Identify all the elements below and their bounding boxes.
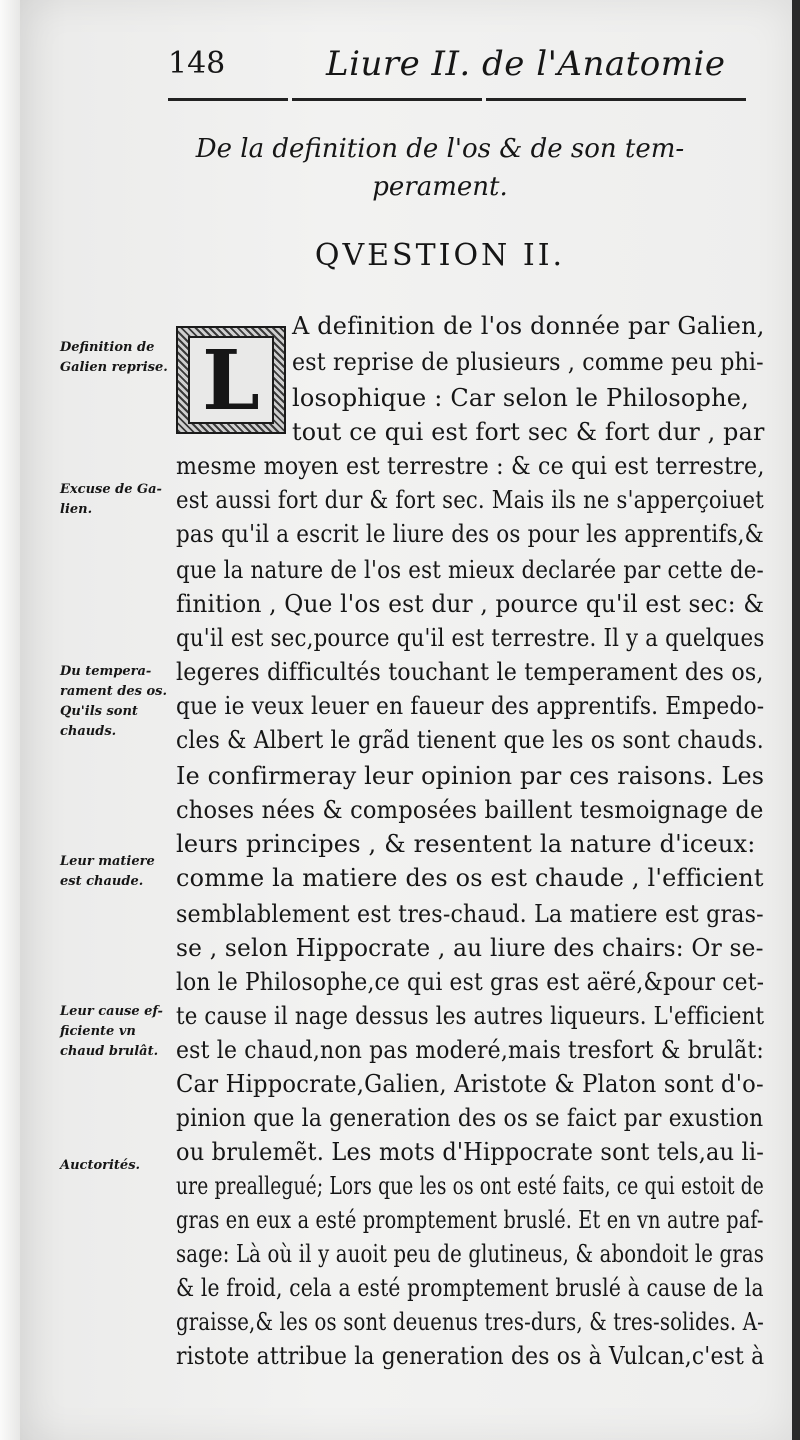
margin-note-line: Qu'ils sont <box>60 704 138 719</box>
margin-note <box>60 338 168 378</box>
body-line: leurs principes , & resentent la nature d'iceux: <box>176 830 756 858</box>
question-heading: QVESTION II. <box>314 238 566 273</box>
left-margin-edge <box>0 0 20 1440</box>
body-line: cles & Albert le grãd tienent que les os sont chauds. <box>176 726 764 754</box>
body-line: semblablement est tres-chaud. La matiere est gras- <box>176 900 764 928</box>
margin-note-line: Leur cause ef- <box>60 1004 163 1019</box>
body-line: lon le Philosophe,ce qui est gras est aëré,&pour cet- <box>176 968 765 996</box>
margin-note-line: chauds. <box>60 724 117 739</box>
page-header <box>168 40 758 90</box>
section-title <box>180 130 700 206</box>
margin-note-line: Auctorités. <box>60 1158 141 1173</box>
margin-note-line: chaud brulât. <box>60 1044 159 1059</box>
body-line: sage: Là où il y auoit peu de glutineus, & abondoit le gras <box>176 1240 765 1268</box>
body-line: & le froid, cela a esté promptement bruslé à cause de la <box>176 1274 764 1302</box>
body-line: choses nées & composées baillent tesmoignage de <box>176 796 764 824</box>
margin-note <box>60 1156 140 1176</box>
margin-note-line: Galien reprise. <box>60 360 168 375</box>
body-line: se , selon Hippocrate , au liure des chairs: Or se- <box>176 934 764 962</box>
body-line: A definition de l'os donnée par Galien, <box>292 312 765 340</box>
body-line: tout ce qui est fort sec & fort dur , par <box>292 418 765 446</box>
body-line: Ie confirmeray leur opinion par ces raisons. Les <box>176 762 765 790</box>
page-number: 148 <box>168 46 226 81</box>
body-line: ure preallegué; Lors que les os ont esté faits, ce qui estoit de <box>176 1172 764 1200</box>
margin-note-line: Excuse de Ga- <box>60 482 162 497</box>
margin-note <box>60 1002 163 1062</box>
page-edge-shadow <box>792 0 800 1440</box>
header-rule-2 <box>292 98 482 101</box>
margin-note-line: Leur matiere <box>60 854 155 869</box>
body-line: pinion que la generation des os se faict par exustion <box>176 1104 764 1132</box>
body-line: est le chaud,non pas moderé,mais tresfort & brulãt: <box>176 1036 764 1064</box>
body-line: que la nature de l'os est mieux declarée par cette de- <box>176 556 764 584</box>
body-line: est reprise de plusieurs , comme peu phi- <box>292 348 764 376</box>
body-line: graisse,& les os sont deuenus tres-durs, & tres-solides. A- <box>176 1308 764 1336</box>
margin-note <box>60 480 162 520</box>
section-title-line: perament. <box>372 172 508 202</box>
initial-letter: L <box>188 336 274 424</box>
section-title-line: De la definition de l'os & de son tem- <box>195 134 685 164</box>
header-rule-3 <box>486 98 746 101</box>
body-line: finition , Que l'os est dur , pource qu'il est sec: & <box>176 590 765 618</box>
body-line: losophique : Car selon le Philosophe, <box>292 384 749 412</box>
body-line: mesme moyen est terrestre : & ce qui est terrestre, <box>176 452 765 480</box>
body-line: que ie veux leuer en faueur des apprentifs. Empedo- <box>176 692 765 720</box>
margin-note <box>60 662 167 742</box>
margin-note <box>60 852 155 892</box>
margin-note-line: Definition de <box>60 340 155 355</box>
running-title: Liure II. de l'Anatomie <box>326 44 726 84</box>
ornamental-initial <box>176 326 286 434</box>
margin-note-line: lien. <box>60 502 93 517</box>
body-line: Car Hippocrate,Galien, Aristote & Platon sont d'o- <box>176 1070 764 1098</box>
body-line: ristote attribue la generation des os à Vulcan,c'est à <box>176 1342 765 1370</box>
body-line: qu'il est sec,pource qu'il est terrestre. Il y a quelques <box>176 624 765 652</box>
body-line: legeres difficultés touchant le temperament des os, <box>176 658 764 686</box>
body-line: comme la matiere des os est chaude , l'efficient <box>176 864 764 892</box>
body-line: te cause il nage dessus les autres liqueurs. L'efficient <box>176 1002 765 1030</box>
header-rule-1 <box>168 98 288 101</box>
margin-note-line: ficiente vn <box>60 1024 136 1039</box>
margin-note-line: est chaude. <box>60 874 144 889</box>
body-line: est aussi fort dur & fort sec. Mais ils ne s'apperçoiuet <box>176 486 764 514</box>
body-line: gras en eux a esté promptement bruslé. Et en vn autre paf- <box>176 1206 764 1234</box>
body-line: pas qu'il a escrit le liure des os pour les apprentifs,& <box>176 520 764 548</box>
margin-note-line: Du tempera- <box>60 664 152 679</box>
margin-note-line: rament des os. <box>60 684 168 699</box>
body-line: ou brulemẽt. Les mots d'Hippocrate sont tels,au li- <box>176 1138 765 1166</box>
